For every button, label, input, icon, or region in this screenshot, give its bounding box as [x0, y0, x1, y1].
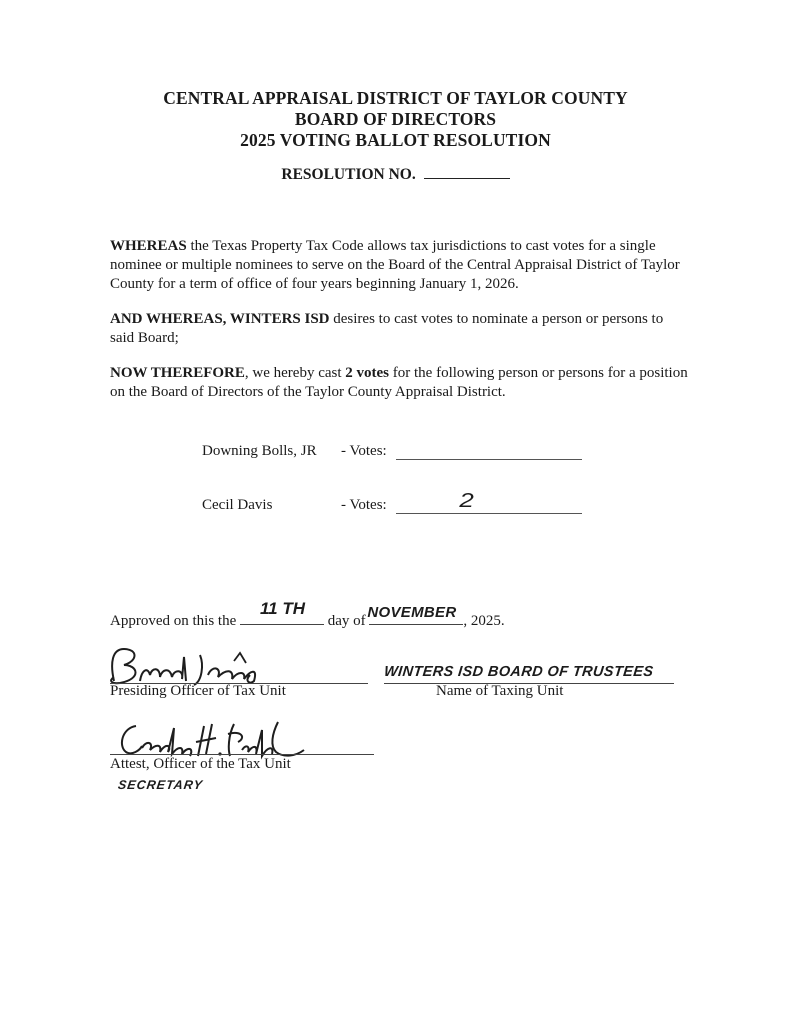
now-therefore-lead: NOW THEREFORE	[110, 365, 245, 381]
attest-title-handwritten: SECRETARY	[117, 778, 204, 792]
nominee-2-votes-label: - Votes:	[341, 497, 387, 513]
attest-caption: Attest, Officer of the Tax Unit	[110, 756, 291, 772]
taxing-unit-handwritten: WINTERS ISD BOARD OF TRUSTEES	[383, 664, 655, 680]
whereas-text: the Texas Property Tax Code allows tax jurisdictions to cast votes for a single nominee or multiple nominees to serve on the Board of the Central Appraisal District of Taylor County for a term of office of four years beginning January 1, 2026.	[110, 238, 680, 292]
resolution-number-label: RESOLUTION NO.	[281, 166, 416, 183]
now-therefore-text-1: , we hereby cast	[244, 365, 346, 381]
approval-middle: day of	[327, 613, 366, 629]
presiding-officer-caption: Presiding Officer of Tax Unit	[110, 683, 286, 699]
header-ballot-title: 2025 VOTING BALLOT RESOLUTION	[240, 130, 551, 150]
and-whereas-lead: AND WHEREAS,	[110, 311, 230, 327]
and-whereas-text: desires to cast votes to nominate a person or persons to said Board;	[110, 311, 664, 346]
votes-count: 2 votes	[345, 365, 390, 381]
header-board-of-directors: BOARD OF DIRECTORS	[294, 109, 497, 129]
and-whereas-paragraph	[110, 310, 690, 348]
approval-day-field[interactable]	[240, 599, 324, 625]
nominee-1-votes-label: - Votes:	[341, 443, 387, 459]
nominee-2-votes-field[interactable]	[396, 513, 582, 514]
attest-signature-line	[110, 754, 374, 755]
header-district-name: CENTRAL APPRAISAL DISTRICT OF TAYLOR COUNTY	[163, 88, 628, 108]
resolution-number-blank	[424, 178, 510, 179]
nominee-2-name: Cecil Davis	[202, 497, 273, 513]
taxing-unit-name: WINTERS ISD	[229, 311, 330, 327]
approval-line	[110, 599, 505, 630]
nominee-2-votes-value: 2	[459, 490, 474, 512]
approval-day-handwritten: 11 TH	[259, 599, 306, 618]
approval-suffix: , 2025.	[463, 613, 505, 629]
resolution-number-line	[0, 166, 791, 184]
approval-month-field[interactable]	[367, 604, 463, 625]
now-therefore-paragraph	[110, 364, 690, 402]
now-therefore-text-2: for the following person or persons for a position on the Board of Directors of the Taylor County Appraisal District.	[110, 365, 688, 400]
approval-prefix: Approved on this the	[110, 613, 237, 629]
whereas-lead: WHEREAS	[110, 238, 187, 254]
approval-month-handwritten: NOVEMBER	[367, 604, 457, 621]
nominee-1-name: Downing Bolls, JR	[202, 443, 317, 459]
whereas-paragraph	[110, 237, 690, 294]
taxing-unit-caption: Name of Taxing Unit	[436, 683, 564, 699]
nominee-1-votes-field[interactable]	[396, 459, 582, 460]
